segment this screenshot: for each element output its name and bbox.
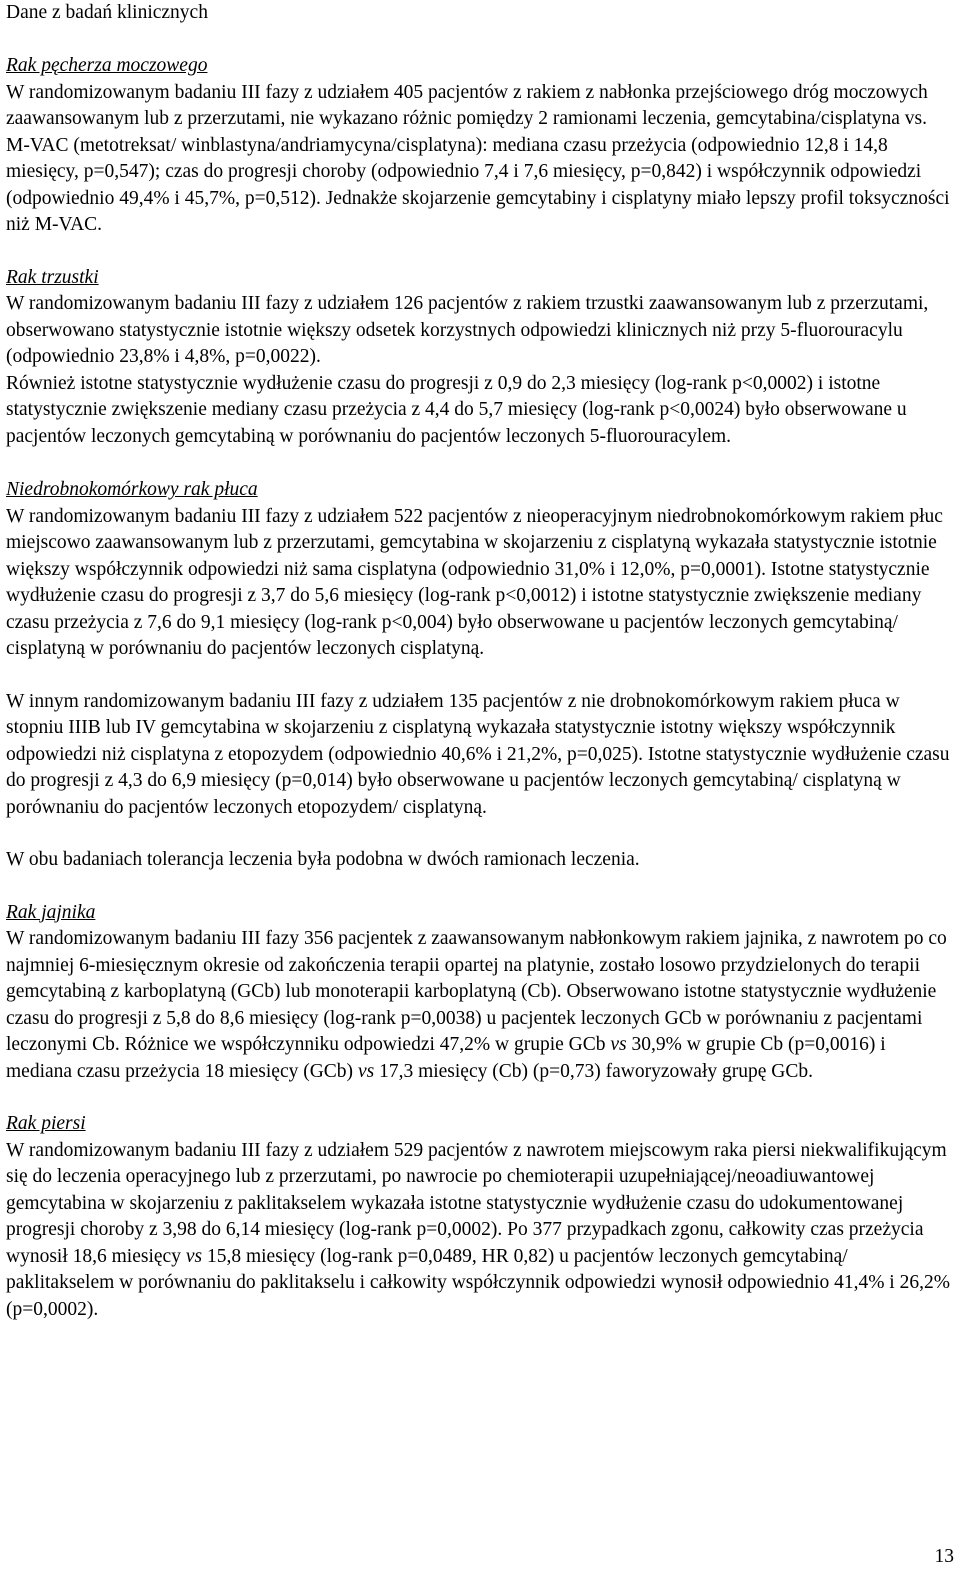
paragraph-lung-3: W obu badaniach tolerancja leczenia była podobna w dwóch ramionach leczenia. bbox=[6, 849, 640, 870]
paragraph-lung-2: W innym randomizowanym badaniu III fazy z udziałem 135 pacjentów z nie drobnokomórkowym rakiem płuca w stopniu IIIB lub IV gemcytabina w skojarzeniu z cisplatyną wykazała statystycznie istotny większy współczynnik odpowiedzi niż cisplatyna z etopozydem (odpowiednio 40,6% i 21,2%, p=0,025). Istotne statystycznie wydłużenie czasu do progresji z 4,3 do 6,9 miesięcy (p=0,014) było obserwowane u pacjentów leczonych gemcytabiną/ cisplatyną w porównaniu do pacjentów leczonych etopozydem/ cisplatyną. bbox=[6, 690, 950, 818]
paragraph-breast-1 bbox=[6, 1138, 952, 1324]
section-heading-bladder: Rak pęcherza moczowego bbox=[6, 55, 208, 76]
section-lung bbox=[6, 477, 952, 874]
paragraph-pancreas-1: W randomizowanym badaniu III fazy z udziałem 126 pacjentów z rakiem trzustki zaawansowanym lub z przerzutami, obserwowano statystycznie istotnie większy odsetek korzystnych odpowiedzi klinicznych niż przy 5-fluorouracylu (odpowiednio 23,8% i 4,8%, p=0,0022). bbox=[6, 293, 929, 367]
paragraph-ovary-vs-1: vs bbox=[610, 1034, 627, 1055]
paragraph-breast-vs: vs bbox=[185, 1245, 203, 1267]
section-pancreas bbox=[6, 265, 952, 451]
document-page bbox=[6, 0, 952, 1323]
page-title: Dane z badań klinicznych bbox=[6, 2, 208, 23]
paragraph-ovary-part-3: 17,3 miesięcy (Cb) (p=0,73) faworyzowały grupę GCb. bbox=[374, 1060, 813, 1082]
section-heading-lung: Niedrobnokomórkowy rak płuca bbox=[6, 479, 258, 500]
section-breast bbox=[6, 1111, 952, 1323]
section-heading-pancreas: Rak trzustki bbox=[6, 266, 99, 288]
paragraph-ovary-vs-2: vs bbox=[357, 1060, 375, 1082]
paragraph-ovary-part-2: 30,9% w grupie Cb (p=0,0016) i mediana czasu przeżycia 18 miesięcy (GCb) bbox=[6, 1034, 886, 1082]
page-number: 13 bbox=[934, 1546, 954, 1567]
paragraph-ovary-1 bbox=[6, 926, 952, 1085]
paragraph-ovary-part-1: W randomizowanym badaniu III fazy 356 pacjentek z zaawansowanym nabłonkowym rakiem jajnika, z nawrotem po co najmniej 6-miesięcznym okresie od zakończenia terapii opartej na platynie, zostało losowo przydzielonych do terapii gemcytabiną z karboplatyną (GCb) lub monoterapii karboplatyną (Cb). Obserwowano istotne statystycznie wydłużenie czasu do progresji z 5,8 do 8,6 miesięcy (log-rank p=0,0038) u pacjentek leczonych GCb w porównaniu z pacjentami leczonymi Cb. Różnice we współczynniku odpowiedzi 47,2% w grupie GCb bbox=[6, 928, 947, 1055]
paragraph-breast-part-1: W randomizowanym badaniu III fazy z udziałem 529 pacjentów z nawrotem miejscowym raka piersi niekwalifikującym się do leczenia operacyjnego lub z przerzutami, po nawrocie po chemioterapii uzupełniającej/neoadiuwantowej gemcytabina w skojarzeniu z paklitakselem wykazała istotne statystycznie wydłużenie czasu do udokumentowanej progresji choroby z 3,98 do 6,14 miesięcy (log-rank p=0,0002). Po 377 przypadkach zgonu, całkowity czas przeżycia wynosił 18,6 miesięcy bbox=[6, 1139, 947, 1267]
section-heading-breast: Rak piersi bbox=[6, 1113, 86, 1134]
section-heading-ovary: Rak jajnika bbox=[6, 901, 96, 923]
paragraph-lung-1: W randomizowanym badaniu III fazy z udziałem 522 pacjentów z nieoperacyjnym niedrobnokomórkowym rakiem płuc miejscowo zaawansowanym lub z przerzutami, gemcytabina w skojarzeniu z cisplatyną wykazała statystycznie istotnie większy współczynnik odpowiedzi niż sama cisplatyna (odpowiednio 31,0% i 12,0%, p=0,0001). Istotne statystycznie wydłużenie czasu do progresji z 3,7 do 5,6 miesięcy (log-rank p<0,0012) i istotne statystycznie zwiększenie mediany czasu przeżycia z 7,6 do 9,1 miesięcy (log-rank p<0,004) było obserwowane u pacjentów leczonych gemcytabiną/ cisplatyną w porównaniu do pacjentów leczonych cisplatyną. bbox=[6, 505, 943, 659]
section-bladder bbox=[6, 53, 952, 239]
paragraph-breast-part-2: 15,8 miesięcy (log-rank p=0,0489, HR 0,82) u pacjentów leczonych gemcytabiną/ paklitakselem w porównaniu do paklitakselu i całkowity współczynnik odpowiedzi wynosił odpowiednio 41,4% i 26,2% (p=0,0002). bbox=[6, 1245, 950, 1320]
paragraph-pancreas-2: Również istotne statystycznie wydłużenie czasu do progresji z 0,9 do 2,3 miesięcy (log-rank p<0,0002) i istotne statystycznie zwiększenie mediany czasu przeżycia z 4,4 do 5,7 miesięcy (log-rank p<0,0024) było obserwowane u pacjentów leczonych gemcytabiną w porównaniu do pacjentów leczonych 5-fluorouracylem. bbox=[6, 372, 907, 447]
paragraph-bladder-1: W randomizowanym badaniu III fazy z udziałem 405 pacjentów z rakiem z nabłonka przejściowego dróg moczowych zaawansowanym lub z przerzutami, nie wykazano różnic pomiędzy 2 ramionami leczenia, gemcytabina/cisplatyna vs. M-VAC (metotreksat/ winblastyna/andriamycyna/cisplatyna): mediana czasu przeżycia (odpowiednio 12,8 i 14,8 miesięcy, p=0,547); czas do progresji choroby (odpowiednio 7,4 i 7,6 miesięcy, p=0,842) i współczynnik odpowiedzi (odpowiednio 49,4% i 45,7%, p=0,512). Jednakże skojarzenie gemcytabiny i cisplatyny miało lepszy profil toksyczności niż M-VAC. bbox=[6, 81, 950, 235]
section-ovary bbox=[6, 900, 952, 1086]
